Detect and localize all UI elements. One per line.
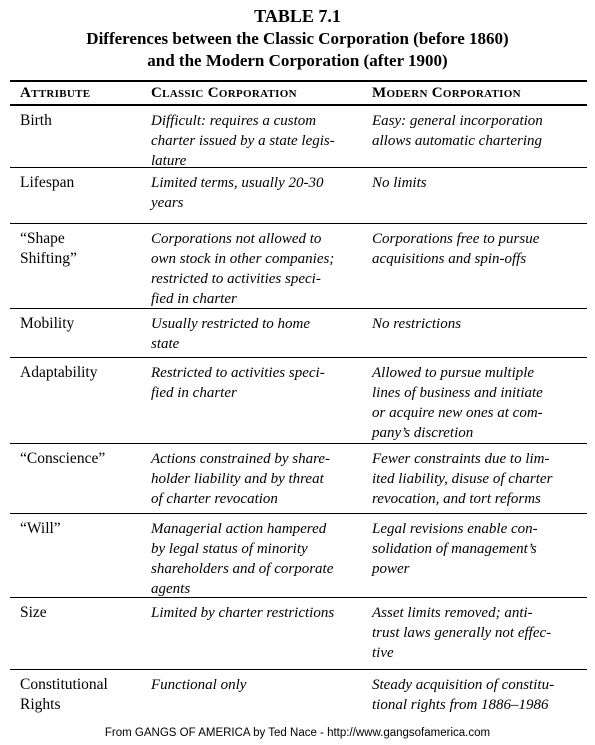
- attribute-cell: [20, 173, 145, 193]
- classic-line: agents: [151, 581, 191, 597]
- header-attribute: Attribute: [20, 85, 91, 101]
- modern-line: tive: [372, 645, 394, 661]
- classic-line: state: [151, 336, 180, 352]
- attribute-line: Size: [20, 604, 47, 621]
- classic-line: fied in charter: [151, 385, 237, 401]
- modern-line: Steady acquisition of constitu-: [372, 677, 555, 693]
- attribute-line: Birth: [20, 112, 52, 129]
- top-rule: [10, 80, 587, 82]
- classic-line: Limited terms, usually 20-30: [151, 175, 324, 191]
- attribute-cell: [20, 111, 145, 131]
- classic-line: Difficult: requires a custom: [151, 113, 317, 129]
- modern-cell: [372, 603, 587, 663]
- classic-line: Restricted to activities speci-: [151, 365, 325, 381]
- modern-cell: [372, 111, 587, 151]
- classic-line: own stock in other companies;: [151, 251, 335, 267]
- table-row: [10, 106, 587, 168]
- modern-line: ited liability, disuse of charter: [372, 471, 553, 487]
- modern-line: Asset limits removed; anti-: [372, 605, 533, 621]
- classic-line: by legal status of minority: [151, 541, 308, 557]
- attribute-line: Shifting”: [20, 250, 77, 267]
- table-row: [10, 309, 587, 358]
- attribute-line: “Conscience”: [20, 450, 106, 467]
- modern-line: Corporations free to pursue: [372, 231, 540, 247]
- attribute-cell: [20, 314, 145, 334]
- attribute-cell: [20, 229, 145, 269]
- modern-line: acquisitions and spin-offs: [372, 251, 527, 267]
- modern-cell: [372, 314, 587, 334]
- classic-line: charter issued by a state legis-: [151, 133, 335, 149]
- modern-line: solidation of management’s: [372, 541, 537, 557]
- attribute-cell: [20, 675, 145, 715]
- classic-line: fied in charter: [151, 291, 237, 307]
- classic-cell: [151, 603, 356, 623]
- classic-line: Limited by charter restrictions: [151, 605, 335, 621]
- classic-line: Usually restricted to home: [151, 316, 311, 332]
- modern-line: No restrictions: [372, 316, 462, 332]
- classic-line: of charter revocation: [151, 491, 278, 507]
- modern-line: allows automatic chartering: [372, 133, 542, 149]
- attribute-cell: [20, 363, 145, 383]
- modern-cell: [372, 173, 587, 193]
- modern-cell: [372, 363, 587, 443]
- modern-cell: [372, 519, 587, 579]
- classic-cell: [151, 314, 356, 354]
- classic-line: holder liability and by threat: [151, 471, 324, 487]
- attribute-cell: [20, 449, 145, 469]
- classic-cell: [151, 449, 356, 509]
- modern-line: or acquire new ones at com-: [372, 405, 543, 421]
- classic-cell: [151, 173, 356, 213]
- table-row: [10, 670, 587, 722]
- attribute-line: “Will”: [20, 520, 61, 537]
- classic-line: Functional only: [151, 677, 247, 693]
- classic-line: Corporations not allowed to: [151, 231, 322, 247]
- table-row: [10, 444, 587, 514]
- table-caption-line-1: Differences between the Classic Corporation (before 1860): [86, 29, 509, 48]
- attribute-line: “Shape: [20, 230, 65, 247]
- modern-line: trust laws generally not effec-: [372, 625, 552, 641]
- attribute-cell: [20, 519, 145, 539]
- attribute-line: Constitutional: [20, 676, 108, 693]
- classic-line: Actions constrained by share-: [151, 451, 330, 467]
- header-modern-corporation: Modern Corporation: [372, 85, 521, 101]
- header-classic-corporation: Classic Corporation: [151, 85, 297, 101]
- modern-cell: [372, 449, 587, 509]
- attribute-cell: [20, 603, 145, 623]
- table-number: TABLE 7.1: [254, 6, 341, 26]
- modern-line: tional rights from 1886–1986: [372, 697, 549, 713]
- modern-line: pany’s discretion: [372, 425, 474, 441]
- classic-cell: [151, 519, 356, 599]
- modern-line: revocation, and tort reforms: [372, 491, 541, 507]
- modern-line: Easy: general incorporation: [372, 113, 543, 129]
- modern-line: Allowed to pursue multiple: [372, 365, 535, 381]
- modern-line: Legal revisions enable con-: [372, 521, 538, 537]
- classic-cell: [151, 363, 356, 403]
- classic-line: years: [151, 195, 184, 211]
- attribute-line: Rights: [20, 696, 61, 713]
- modern-line: lines of business and initiate: [372, 385, 543, 401]
- modern-cell: [372, 675, 587, 715]
- modern-line: power: [372, 561, 410, 577]
- modern-cell: [372, 229, 587, 269]
- table-caption-line-2: and the Modern Corporation (after 1900): [147, 51, 448, 70]
- classic-line: restricted to activities speci-: [151, 271, 321, 287]
- classic-line: shareholders and of corporate: [151, 561, 334, 577]
- modern-line: Fewer constraints due to lim-: [372, 451, 550, 467]
- table-row: [10, 514, 587, 598]
- attribute-line: Adaptability: [20, 364, 98, 381]
- modern-line: No limits: [372, 175, 427, 191]
- source-footer: From GANGS OF AMERICA by Ted Nace - http://www.gangsofamerica.com: [104, 727, 491, 739]
- classic-line: Managerial action hampered: [151, 521, 327, 537]
- table-row: [10, 358, 587, 444]
- table-row: [10, 598, 587, 670]
- classic-line: lature: [151, 153, 187, 169]
- table-row: [10, 224, 587, 309]
- classic-cell: [151, 111, 356, 171]
- classic-cell: [151, 675, 356, 695]
- classic-cell: [151, 229, 356, 309]
- attribute-line: Mobility: [20, 315, 75, 332]
- attribute-line: Lifespan: [20, 174, 75, 191]
- table-row: [10, 168, 587, 224]
- table-title: [0, 4, 595, 72]
